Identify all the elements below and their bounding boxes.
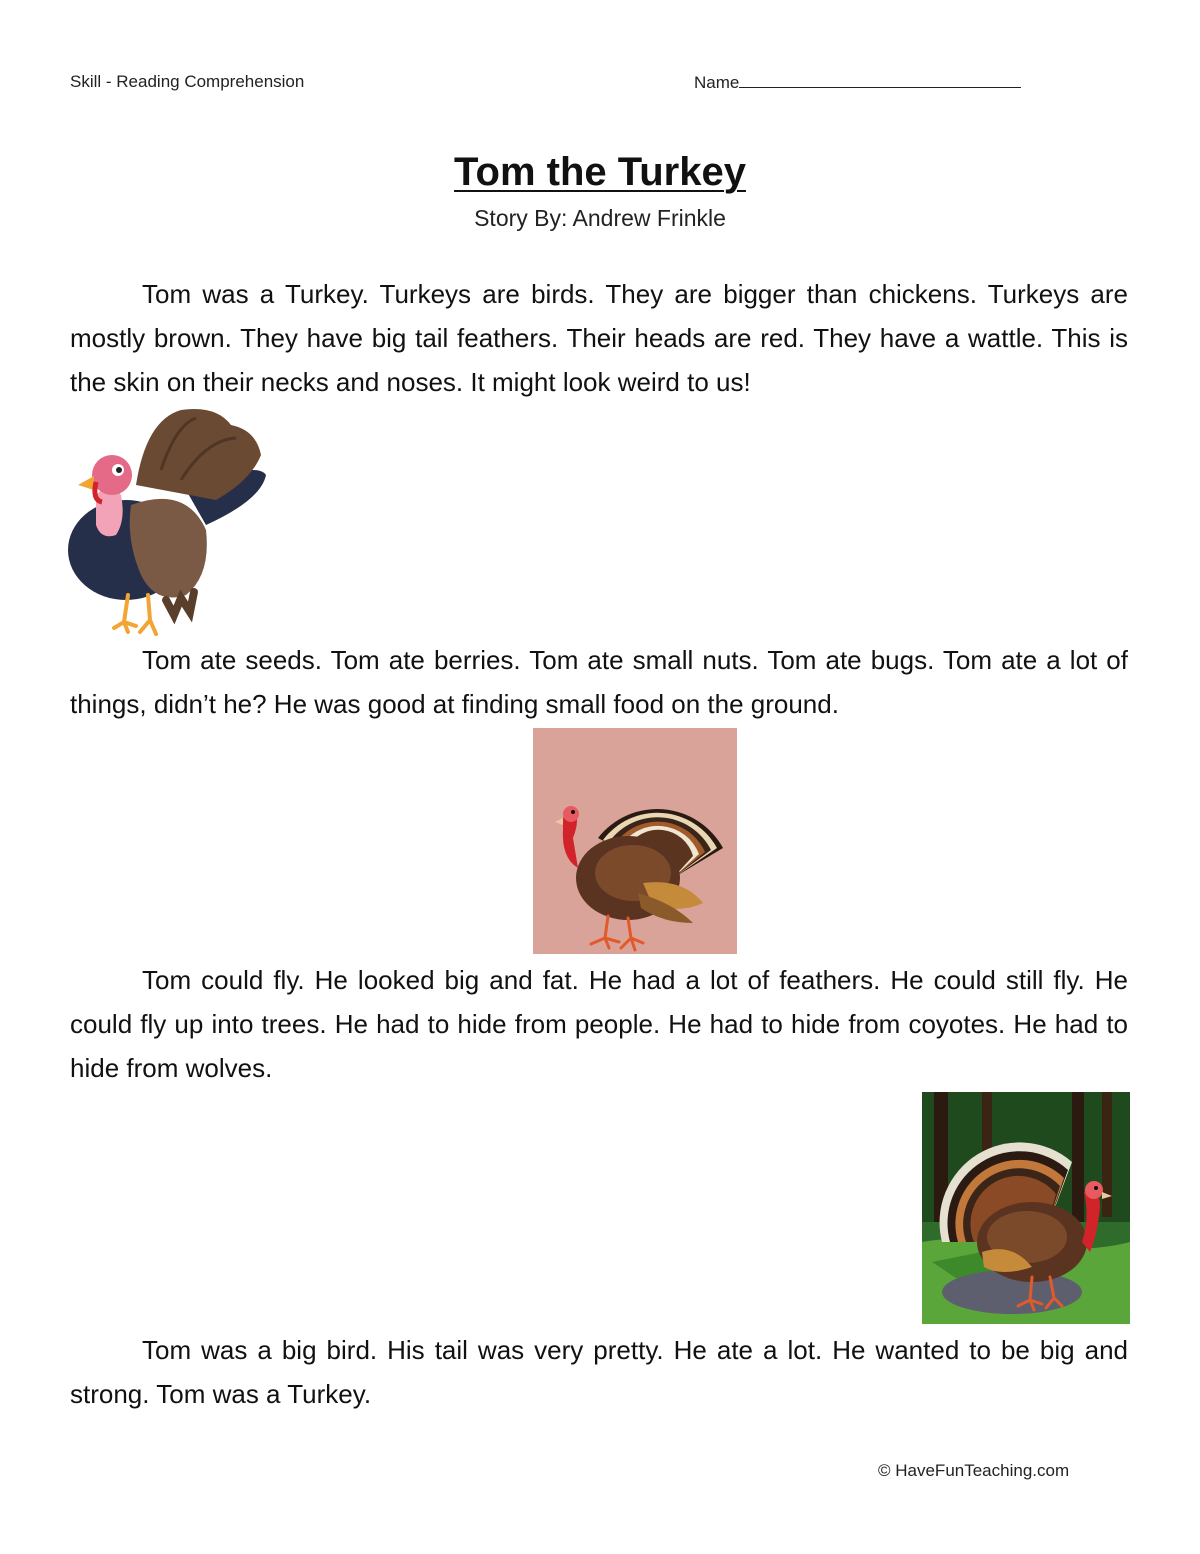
name-blank-line[interactable] (739, 72, 1021, 88)
copyright-footer: © HaveFunTeaching.com (878, 1461, 1070, 1480)
name-label: Name (694, 73, 740, 92)
story-paragraph-3: Tom could fly. He looked big and fat. He had a lot of feathers. He could still fly. He could fly up into trees. He had to hide from people. He had to hide from coyotes. He had to hide from wolves. (70, 965, 1128, 1083)
story-paragraph-1: Tom was a Turkey. Turkeys are birds. They are bigger than chickens. Turkeys are mostly brown. They have big tail feathers. Their heads are red. They have a wattle. This is the skin on their necks and noses. It might look weird to us! (70, 279, 1128, 397)
story-paragraph-2: Tom ate seeds. Tom ate berries. Tom ate small nuts. Tom ate bugs. Tom ate a lot of things, didn’t he? He was good at finding small food on the ground. (70, 645, 1128, 719)
cartoon-turkey-illustration (66, 400, 272, 636)
skill-label: Skill - Reading Comprehension (70, 72, 305, 91)
name-field[interactable] (694, 72, 1021, 93)
turkey-pink-background-illustration (533, 728, 737, 954)
worksheet-title: Tom the Turkey (454, 150, 746, 194)
story-byline: Story By: Andrew Frinkle (474, 205, 726, 231)
story-paragraph-4: Tom was a big bird. His tail was very pretty. He ate a lot. He wanted to be big and strong. Tom was a Turkey. (70, 1335, 1128, 1409)
turkey-forest-illustration (922, 1092, 1130, 1324)
